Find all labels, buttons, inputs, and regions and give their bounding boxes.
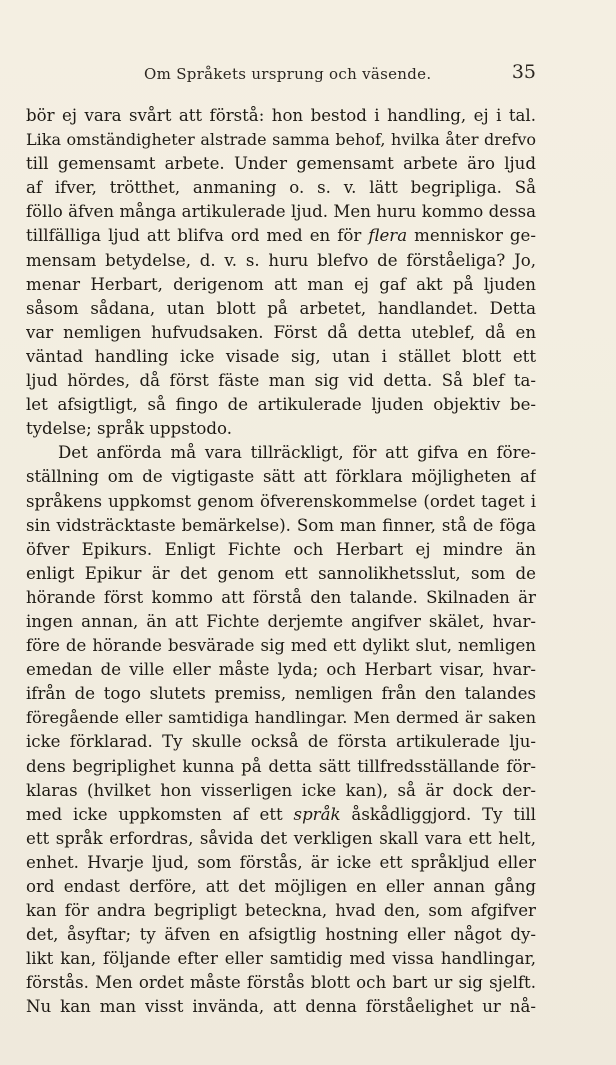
text-line: tydelse; språk uppstodo. (26, 419, 232, 439)
text-line: enhet. Hvarje ljud, som förstås, är icke ett språkljud eller (26, 852, 536, 872)
text-line: ställning om de vigtigaste sätt att förklara möjligheten af (26, 467, 536, 487)
text-line: före de hörande besvärade sig med ett dylikt slut, nemligen (26, 636, 536, 656)
text-line: enligt Epikur är det genom ett sannolikhetsslut, som de (26, 563, 536, 583)
text-line: ord endast derföre, att det möjligen en eller annan gång (26, 877, 536, 896)
text-line: bör ej vara svårt att förstå: hon bestod i handling, ej i tal. (26, 106, 536, 125)
page-header (26, 61, 536, 87)
text-line: Nu kan man visst invända, att denna förståelighet ur nå- (26, 997, 536, 1017)
text-line: hörande först kommo att förstå den talande. Skilnaden är (26, 587, 536, 607)
emphasized-word: språk (293, 804, 341, 824)
text-line: var nemligen hufvudsaken. Först då detta uteblef, då en (26, 322, 536, 342)
text-line: förstås. Men ordet måste förstås blott och bart ur sig sjelft. (26, 973, 536, 993)
text-line: det, åsyftar; ty äfven en afsigtlig hostning eller något dy- (26, 925, 536, 945)
text-line: såsom sådana, utan blott på arbetet, handlandet. Detta (26, 298, 536, 318)
text-line: mensam betydelse, d. v. s. huru blefvo de förståeliga? Jo, (26, 250, 536, 270)
text-line: språkens uppkomst genom öfverenskommelse (ordet taget i (26, 491, 536, 511)
text-line: let afsigtligt, så fingo de artikulerade ljuden objektiv be- (26, 395, 536, 415)
page-number: 35 (511, 61, 536, 83)
text-line: icke förklarad. Ty skulle också de första artikulerade lju- (26, 732, 536, 752)
text-line: klaras (hvilket hon visserligen icke kan), så är dock der- (26, 780, 536, 800)
text-line: föregående eller samtidiga handlingar. Men dermed är saken (26, 708, 536, 728)
text-line: ljud hördes, då först fäste man sig vid detta. Så blef ta- (26, 371, 536, 391)
text-line: menar Herbart, derigenom att man ej gaf akt på ljuden (26, 274, 536, 294)
running-title: Om Språkets ursprung och väsende. (144, 65, 432, 83)
text-line: emedan de ville eller måste lyda; och Herbart visar, hvar- (26, 660, 536, 680)
text-line: ingen annan, än att Fichte derjemte angifver skälet, hvar- (26, 611, 536, 631)
text-line: föllo äfven många artikulerade ljud. Men huru kommo dessa (26, 202, 536, 222)
text-line: väntad handling icke visade sig, utan i stället blott ett (26, 346, 536, 366)
paragraph-first-line: Det anförda må vara tillräckligt, för att gifva en före- (58, 443, 536, 463)
text-line: med icke uppkomsten af ett språk åskådliggjord. Ty till (26, 804, 536, 824)
text-line: till gemensamt arbete. Under gemensamt arbete äro ljud (26, 154, 536, 174)
text-line: ett språk erfordras, såvida det verkligen skall vara ett helt, (26, 828, 536, 848)
text-line: dens begriplighet kunna på detta sätt tillfredsställande för- (26, 756, 536, 776)
text-line: likt kan, följande efter eller samtidig med vissa handlingar, (26, 949, 536, 969)
body-text (26, 104, 536, 1020)
text-line: tillfälliga ljud att blifva ord med en för flera menniskor ge- (26, 226, 536, 246)
text-line: Lika omständigheter alstrade samma behof, hvilka åter drefvo (26, 130, 536, 150)
text-line: sin vidsträcktaste bemärkelse). Som man finner, stå de föga (26, 515, 536, 535)
text-line: kan för andra begripligt beteckna, hvad den, som afgifver (26, 901, 536, 921)
emphasized-word: flera (368, 226, 408, 246)
text-line: öfver Epikurs. Enligt Fichte och Herbart ej mindre än (26, 539, 536, 559)
text-line: af ifver, trötthet, anmaning o. s. v. lätt begripliga. Så (26, 178, 536, 198)
text-line: ifrån de togo slutets premiss, nemligen från den talandes (26, 684, 536, 704)
